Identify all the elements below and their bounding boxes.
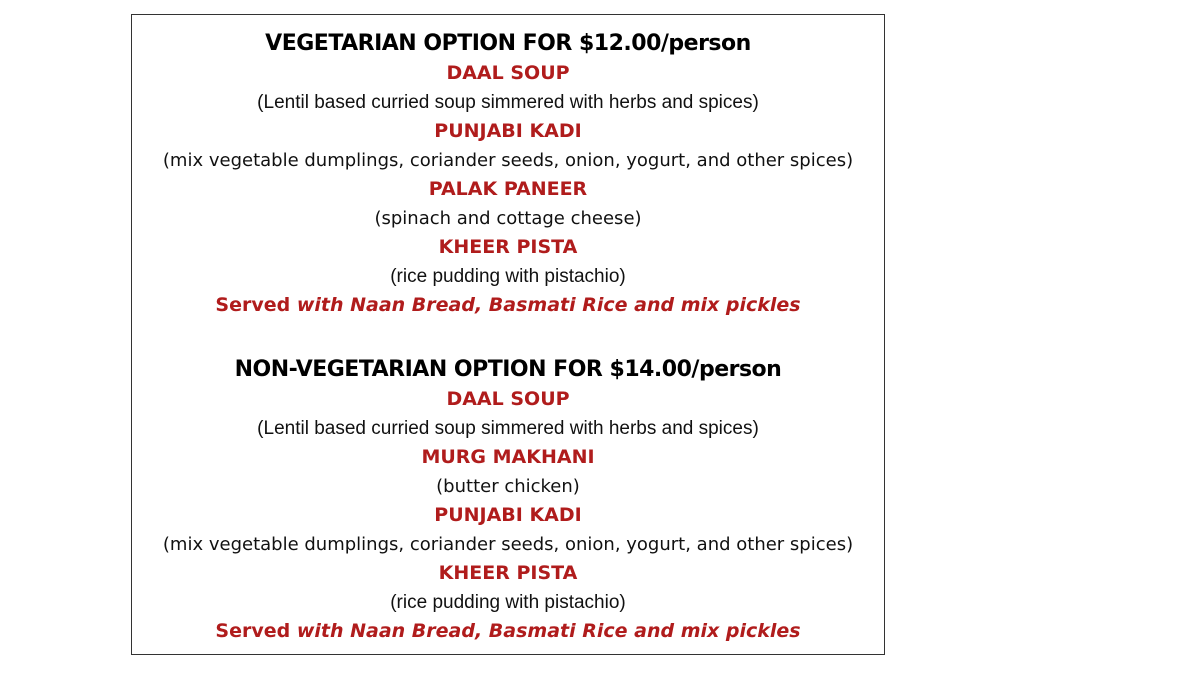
dish-name-punjabi-kadi: PUNJABI KADI	[434, 120, 582, 142]
dish-name-kheer-pista: KHEER PISTA	[438, 562, 578, 584]
dish-name-kheer-pista: KHEER PISTA	[438, 236, 578, 258]
served-with-note	[132, 617, 884, 646]
vegetarian-section	[132, 28, 884, 320]
dish-description-daal-soup: (Lentil based curried soup simmered with herbs and spices)	[257, 92, 759, 113]
served-with-note	[132, 291, 884, 320]
non-vegetarian-heading: NON-VEGETARIAN OPTION FOR $14.00/person	[234, 357, 782, 382]
menu-box	[131, 14, 885, 655]
dish-name-murg-makhani: MURG MAKHANI	[421, 446, 595, 468]
dish-description-kheer-pista: (rice pudding with pistachio)	[390, 592, 626, 613]
dish-name-punjabi-kadi: PUNJABI KADI	[434, 504, 582, 526]
dish-description-daal-soup: (Lentil based curried soup simmered with herbs and spices)	[257, 418, 759, 439]
dish-name-daal-soup: DAAL SOUP	[446, 388, 570, 410]
non-vegetarian-section	[132, 354, 884, 646]
served-rest: with Naan Bread, Basmati Rice and mix pickles	[290, 294, 801, 316]
vegetarian-heading: VEGETARIAN OPTION FOR $12.00/person	[265, 31, 751, 56]
served-prefix: Served	[215, 620, 291, 642]
served-prefix: Served	[215, 294, 291, 316]
dish-name-palak-paneer: PALAK PANEER	[428, 178, 588, 200]
dish-description-kheer-pista: (rice pudding with pistachio)	[390, 266, 626, 287]
served-rest: with Naan Bread, Basmati Rice and mix pickles	[290, 620, 801, 642]
dish-description-punjabi-kadi: (mix vegetable dumplings, coriander seeds, onion, yogurt, and other spices)	[162, 150, 854, 171]
dish-description-punjabi-kadi: (mix vegetable dumplings, coriander seeds, onion, yogurt, and other spices)	[162, 534, 854, 555]
dish-name-daal-soup: DAAL SOUP	[446, 62, 570, 84]
dish-description-palak-paneer: (spinach and cottage cheese)	[374, 208, 642, 229]
dish-description-murg-makhani: (butter chicken)	[436, 476, 580, 497]
